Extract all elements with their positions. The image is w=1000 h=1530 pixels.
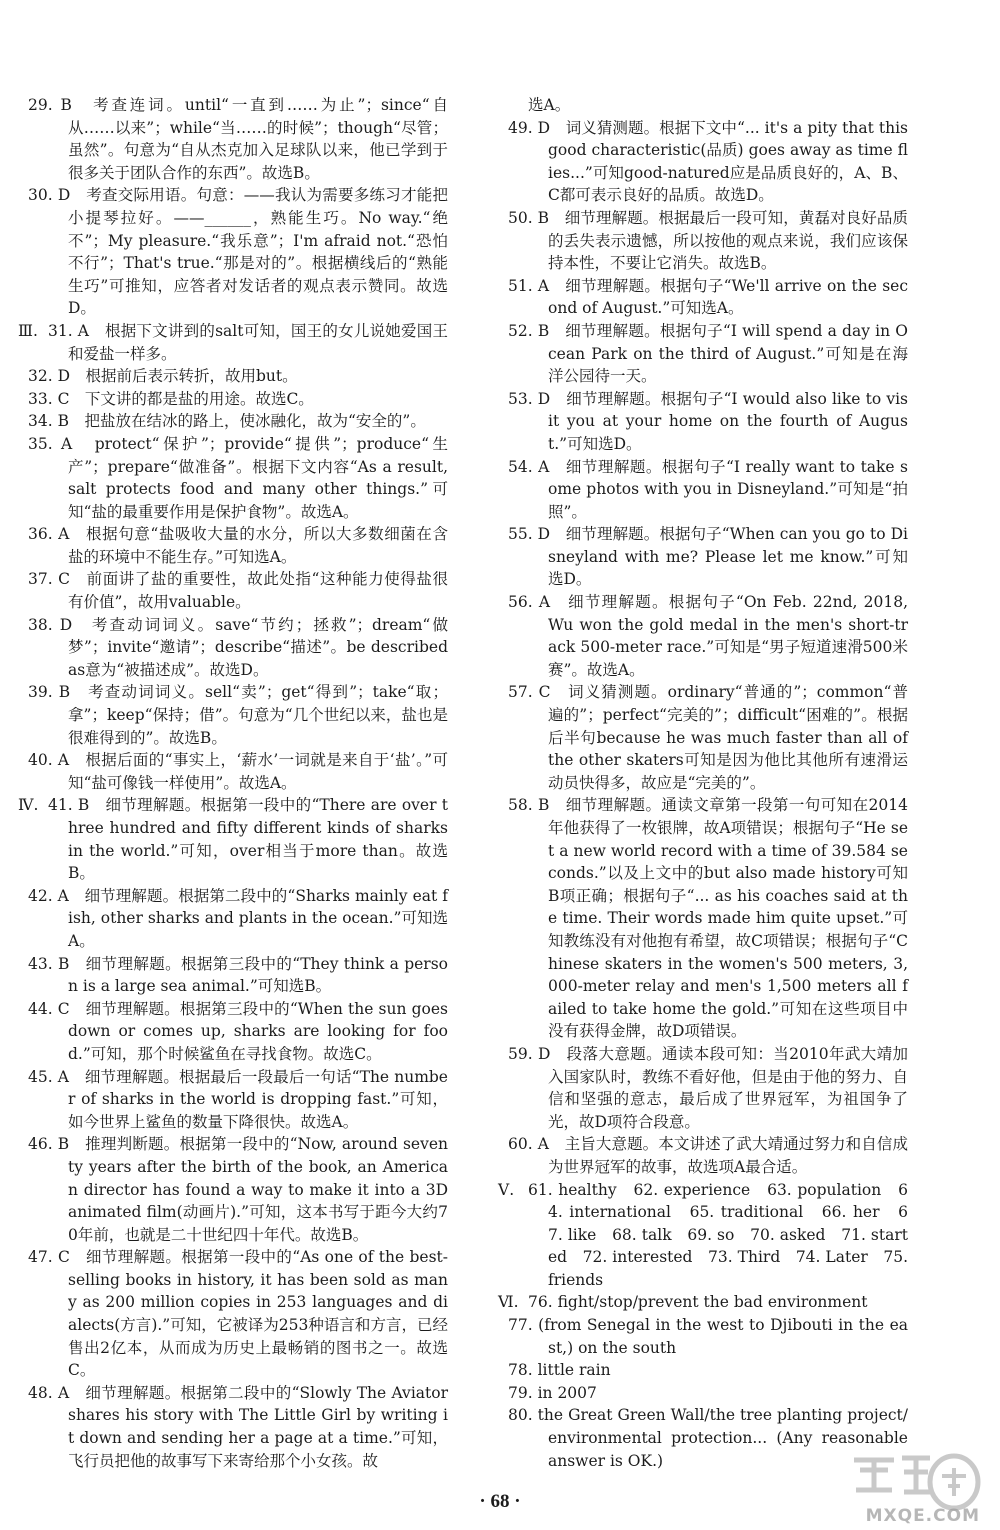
answer-29: 29. B 考查连词。until“一直到……为止”；since“自从……以来”；while“当……的时候”；though“尽管；虽然”。句意为“自从杰克加入足球队以来，他已学到于很多关于团队合作的东西”。故选B。 [28,96,448,182]
answer-51: 51. A 细节理解题。根据句子“We'll arrive on the second of August.”可知选A。 [508,276,908,318]
answer-61-75 [498,1179,908,1292]
answer-60: 60. A 主旨大意题。本文讲述了武大靖通过努力和自信成为世界冠军的故事，故选项A最合适。 [508,1135,908,1176]
answer-55: 55. D 细节理解题。根据句子“When can you go to Disneyland with me? Please let me know.”可知选D。 [508,525,908,589]
answer-76-text: 76. fight/stop/prevent the bad environment [528,1293,868,1312]
answer-61-75-text: 61. healthy 62. experience 63. population 64. international 65. traditional 66. her 67. like 68. talk 69. so 70. asked 71. started 72. interested 73. Third 74. Later 75. friends [528,1180,908,1289]
answer-40: 40. A 根据后面的“事实上，‘薪水’一词就是来自于‘盐’。”可知“盐可像钱一样使用”。故选A。 [28,751,448,792]
section-marker: Ⅵ. [498,1293,519,1312]
answer-80: 80. the Great Green Wall/the tree planting project/environmental protection... (Any reasonable answer is OK.) [508,1406,908,1470]
answer-35: 35. A protect“保护”；provide“提供”；produce“生产”；prepare“做准备”。根据下文内容“As a result, salt protects food and many other things.”可知“盐的最重要作用是保护食物”。故选A。 [28,434,448,521]
answer-37: 37. C 前面讲了盐的重要性，故此处指“这种能力使得盐很有价值”，故用valuable。 [28,570,448,612]
answer-43: 43. B 细节理解题。根据第三段中的“They think a person is a large sea animal.”可知选B。 [28,954,448,996]
answer-59: 59. D 段落大意题。通读本段可知：当2010年武大靖加入国家队时，教练不看好他，但是由于他的努力、自信和坚强的意志，最后成了世界冠军，为祖国争了光，故D项符合段意。 [508,1044,908,1131]
answer-79: 79. in 2007 [508,1383,597,1402]
answer-56: 56. A 细节理解题。根据句子“On Feb. 22nd, 2018, Wu won the gold medal in the men's short-track 500-meter race.”可知是“男子短道速滑500米赛”。故选A。 [508,593,908,679]
watermark-text: MXQE.COM [865,1506,980,1526]
answer-78: 78. little rain [508,1361,611,1380]
answer-39: 39. B 考查动词词义。sell“卖”；get“得到”；take“取；拿”；keep“保持；借”。句意为“几个世纪以来，盐也是很难得到的”。故选B。 [28,683,448,747]
section-marker: Ⅴ. [498,1180,515,1199]
answer-41 [18,794,448,884]
answer-45: 45. A 细节理解题。根据最后一段最后一句话“The number of sharks in the world is dropping fast.”可知，如今世界上鲨鱼的数量下降很快。故选A。 [28,1067,448,1131]
answer-53: 53. D 细节理解题。根据句子“I would also like to visit you at your home on the fourth of August.”可知选D。 [508,389,908,453]
answer-38: 38. D 考查动词词义。save“节约；拯救”；dream“做梦”；invite“邀请”；describe“描述”。be described as意为“被描述成”。故选D。 [28,615,448,679]
answer-33: 33. C 下文讲的都是盐的用途。故选C。 [28,389,314,408]
answer-46: 46. B 推理判断题。根据第一段中的“Now, around seventy years after the birth of the book, an American director has found a way to make it into a 3D animated film(动画片).”可知，这本书写于距今大约70年前，也就是二十世纪四十年代。故选B。 [28,1135,448,1244]
answer-31-text: 31. A 根据下文讲到的salt可知，国王的女儿说她爱国王和爱盐一样多。 [48,321,448,363]
section-marker: Ⅳ. [18,796,39,815]
answer-49: 49. D 词义猜测题。根据下文中“... it's a pity that this good characteristic(品质) goes away as time flies...”可知good-natured应是品质良好的，A、B、C都可表示良好的品质。故选D。 [508,118,908,205]
answer-52: 52. B 细节理解题。根据句子“I will spend a day in Ocean Park on the third of August.”可知是在海洋公园待一天。 [508,321,908,386]
answer-44: 44. C 细节理解题。根据第三段中的“When the sun goes down or comes up, sharks are looking for food.”可知，那个时候鲨鱼在寻找食物。故选C。 [28,999,448,1063]
answer-58: 58. B 细节理解题。通读文章第一段第一句可知在2014年他获得了一枚银牌，故A项错误；根据句子“He set a new world record with a time of 39.584 seconds.”以及上文中的but also made history可知B项正确；根据句子“... as his coaches said at the time. Their words made him quite upset.”可知教练没有对他抱有希望，故C项错误；根据句子“Chinese skaters in the women's 500 meters, 3,000-meter relay and men's 1,500 meters all failed to take home the gold.”可知在这些项目中没有获得金牌，故D项错误。 [508,796,908,1041]
answer-34: 34. B 把盐放在结冰的路上，使冰融化，故为“安全的”。 [28,412,426,431]
page-number: · 68 · [479,1491,521,1512]
answer-57: 57. C 词义猜测题。ordinary“普通的”；common“普遍的”；perfect“完美的”；difficult“困难的”。根据后半句because he was much faster than all of the other skaters可知是因为他比其他所有速滑运动员快得多，故应是“完美的”。 [508,683,908,792]
right-column [498,94,908,1472]
answer-42: 42. A 细节理解题。根据第二段中的“Sharks mainly eat fish, other sharks and plants in the ocean.”可知选A。 [28,886,448,950]
section-marker: Ⅲ. [18,321,38,340]
answer-50: 50. B 细节理解题。根据最后一段可知，黄磊对良好品质的丢失表示遗憾，所以按他的观点来说，我们应该保持本性，不要让它消失。故选B。 [508,208,908,273]
answer-76 [498,1291,908,1314]
answer-47: 47. C 细节理解题。根据第一段中的“As one of the best-selling books in history, it has been sold as many as 200 million copies in 253 languages and dialects(方言).”可知，它被译为253种语言和方言，已经售出2亿本，从而成为历史上最畅销的图书之一。故选C。 [28,1248,448,1380]
answer-41-text: 41. B 细节理解题。根据第一段中的“There are over three hundred and fifty different kinds of sharks in the world.”可知，over相当于more than。故选B。 [48,796,448,883]
answer-48: 48. A 细节理解题。根据第二段中的“Slowly The Aviator shares his story with The Little Girl by writing it down and sending her a page at a time.”可知，飞行员把他的故事写下来寄给那个小女孩。故 [28,1383,448,1470]
answer-54: 54. A 细节理解题。根据句子“I really want to take some photos with you in Disneyland.”可知是“拍照”。 [508,457,908,521]
answer-30: 30. D 考查交际用语。句意：——我认为需要多练习才能把小提琴拉好。——______，熟能生巧。No way.“绝不”；My pleasure.“我乐意”；I'm afraid not.“恐怕不行”；That's true.“那是对的”。根据横线后的“熟能生巧”可推知，应答者对发话者的观点表示赞同。故选D。 [28,186,448,318]
answer-77: 77. (from Senegal in the west to Djibouti in the east,) on the south [508,1316,908,1357]
answer-31 [18,320,448,365]
left-column [18,94,448,1472]
answer-36: 36. A 根据句意“盐吸收大量的水分，所以大多数细菌在含盐的环境中不能生存。”可知选A。 [28,525,448,566]
answer-32: 32. D 根据前后表示转折，故用but。 [28,367,298,386]
answer-48-continued: 选A。 [528,96,571,114]
